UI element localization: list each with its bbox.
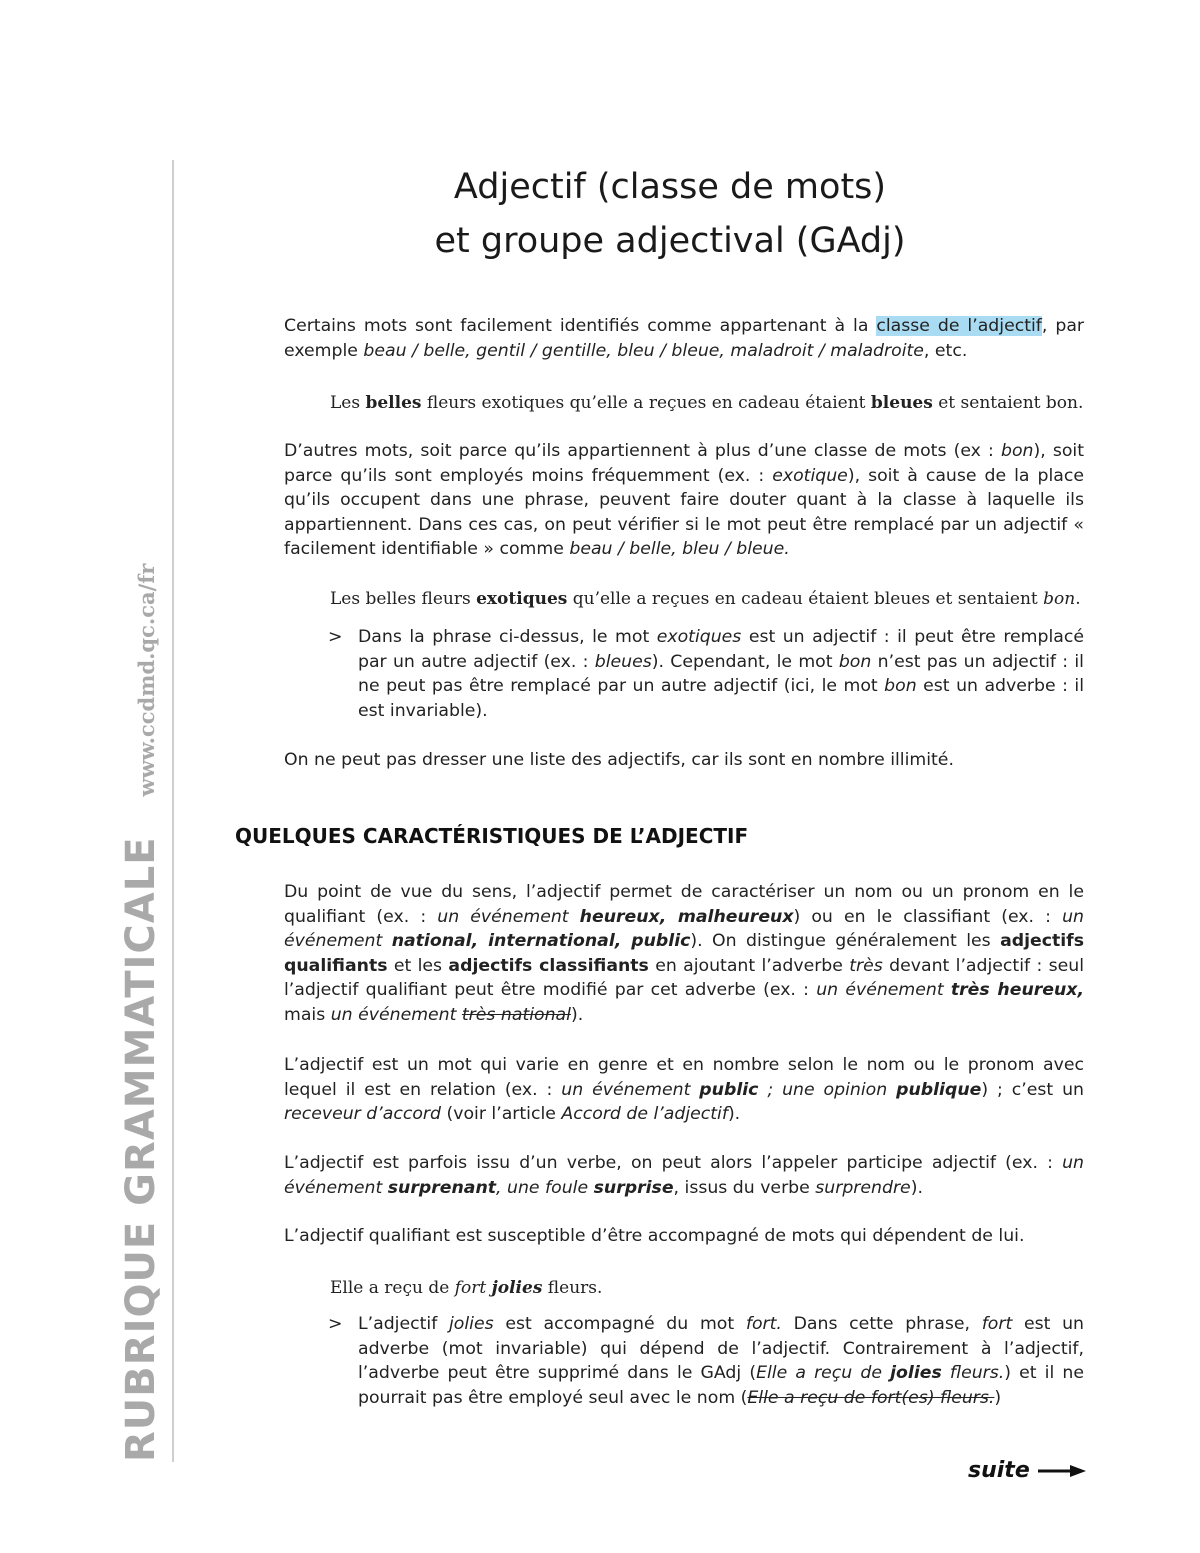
sidebar-rule — [172, 160, 174, 1462]
suite-label: suite — [968, 1458, 1030, 1483]
struck-example: très national — [461, 1004, 571, 1025]
note-marker: > — [328, 1314, 343, 1334]
section-paragraph-3: L’adjectif est parfois issu d’un verbe, on peut alors l’appeler participe adjectif (ex. : un événement surprenant, une foule surprise, issus du verbe surprendre). — [284, 1153, 1084, 1198]
title-line-2: et groupe adjectival (GAdj) — [434, 221, 906, 261]
next-page-link[interactable] — [968, 1458, 1086, 1483]
example-sentence-1: Les belles fleurs exotiques qu’elle a reçues en cadeau étaient bleues et sentaient bon. — [330, 393, 1084, 413]
intro-paragraph-3: On ne peut pas dresser une liste des adjectifs, car ils sont en nombre illimité. — [284, 750, 954, 770]
note-1-text: Dans la phrase ci-dessus, le mot exotiques est un adjectif : il peut être remplacé par un autre adjectif (ex. : bleues). Cependant, le mot bon n’est pas un adjectif : il ne peut pas être remplacé par un autre adjectif (ici, le mot bon est un adverbe : il est invariable). — [358, 627, 1085, 721]
page-title — [240, 160, 1100, 268]
example-sentence-3: Elle a reçu de fort jolies fleurs. — [330, 1278, 603, 1298]
example-sentence-2: Les belles fleurs exotiques qu’elle a reçues en cadeau étaient bleues et sentaient bon. — [330, 589, 1081, 609]
title-line-1: Adjectif (classe de mots) — [453, 167, 887, 207]
note-2 — [328, 1312, 1084, 1410]
section-paragraph-2: L’adjectif est un mot qui varie en genre et en nombre selon le nom ou le pronom avec lequel il est en relation (ex. : un événement public ; une opinion publique) ; c’est un receveur d’accord (voir l’article Accord de l’adjectif). — [284, 1055, 1084, 1125]
note-marker: > — [328, 627, 343, 647]
arrow-right-icon — [1038, 1464, 1086, 1478]
section-heading: QUELQUES CARACTÉRISTIQUES DE L’ADJECTIF — [235, 824, 749, 848]
section-paragraph-4: L’adjectif qualifiant est susceptible d’être accompagné de mots qui dépendent de lui. — [284, 1226, 1025, 1246]
note-2-text: L’adjectif jolies est accompagné du mot fort. Dans cette phrase, fort est un adverbe (mot invariable) qui dépend de l’adjectif. Contrairement à l’adjectif, l’adverbe peut être supprimé dans le GAdj (Elle a reçu de jolies fleurs.) et il ne pourrait pas être employé seul avec le nom (Elle a reçu de fort(es) fleurs.) — [358, 1314, 1084, 1408]
sidebar-vertical-text — [118, 564, 164, 1462]
intro-paragraph-2: D’autres mots, soit parce qu’ils appartiennent à plus d’une classe de mots (ex : bon), soit parce qu’ils sont employés moins fréquemment (ex. : exotique), soit à cause de la place qu’ils occupent dans une phrase, peuvent faire douter quant à la classe à laquelle ils appartiennent. Dans ces cas, on peut vérifier si le mot peut être remplacé par un adjectif « facilement identifiable » comme beau / belle, bleu / bleue. — [284, 441, 1084, 560]
highlighted-term: classe de l’adjectif — [876, 316, 1042, 336]
struck-example: Elle a reçu de fort(es) fleurs. — [747, 1387, 995, 1408]
rubric-label: RUBRIQUE GRAMMATICALE — [118, 836, 164, 1462]
note-1 — [328, 625, 1084, 723]
section-paragraph-1: Du point de vue du sens, l’adjectif permet de caractériser un nom ou un pronom en le qualifiant (ex. : un événement heureux, malheureux) ou en le classifiant (ex. : un événement national, international, public). On distingue généralement les adjectifs qualifiants et les adjectifs classifiants en ajoutant l’adverbe très devant l’adjectif : seul l’adjectif qualifiant peut être modifié par cet adverbe (ex. : un événement très heureux, mais un événement très national). — [284, 882, 1085, 1025]
intro-paragraph-1: Certains mots sont facilement identifiés comme appartenant à la classe de l’adjectif, par exemple beau / belle, gentil / gentille, bleu / bleue, maladroit / maladroite, etc. — [284, 316, 1085, 361]
site-url[interactable]: www.ccdmd.qc.ca/fr — [134, 563, 159, 797]
